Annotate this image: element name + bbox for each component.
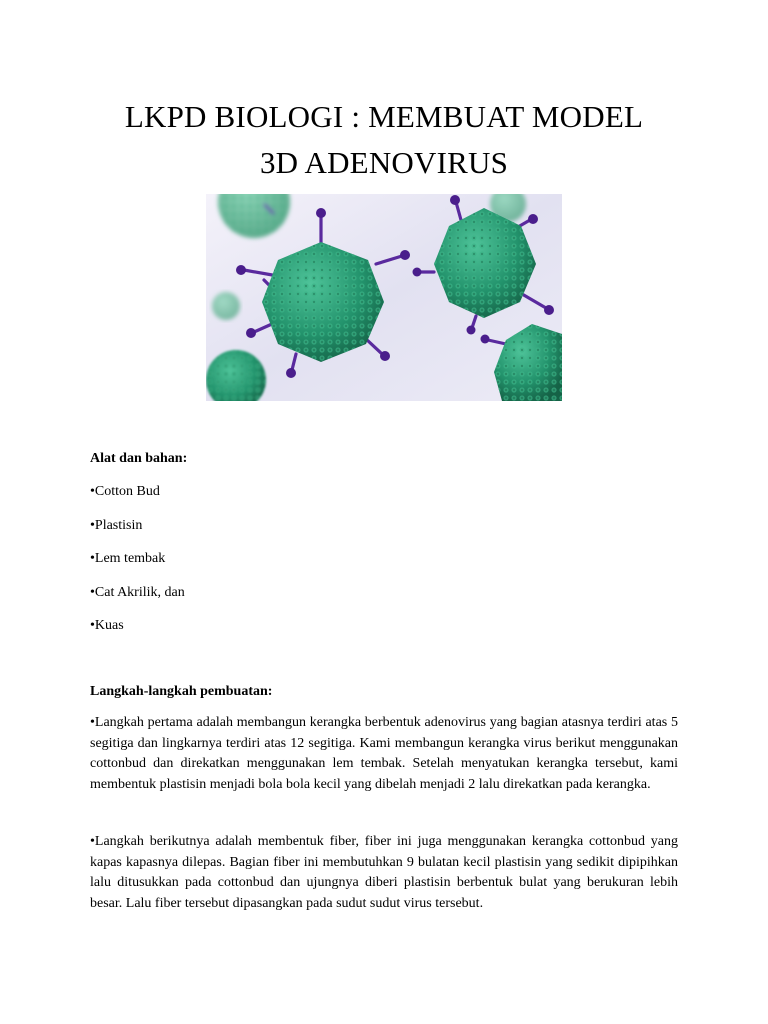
adenovirus-illustration [206, 194, 562, 401]
document-title-line-1: LKPD BIOLOGI : MEMBUAT MODEL [124, 99, 644, 134]
materials-list [90, 484, 185, 652]
materials-item: •Plastisin [90, 517, 143, 533]
document-title-line-2: 3D ADENOVIRUS [259, 145, 509, 180]
materials-item: •Cotton Bud [90, 484, 160, 499]
step-paragraph-1: •Langkah pertama adalah membangun kerangka berbentuk adenovirus yang bagian atasnya terdiri atas 5 segitiga dan lingkarnya terdiri atas 12 segitiga. Kami membangun kerangka virus berikut menggunakan cottonbud dan direkatkan menggunakan lem tembak. Setelah menyatukan kerangka tersebut, kami membentuk plastisin menjadi bola bola kecil yang dibelah menjadi 2 lalu direkatkan pada kerangka. [90, 715, 678, 792]
materials-item: •Cat Akrilik, dan [90, 584, 185, 600]
step-paragraph-2: •Langkah berikutnya adalah membentuk fiber, fiber ini juga menggunakan kerangka cottonbud yang kapas kapasnya dilepas. Bagian fiber ini membutuhkan 9 bulatan kecil plastisin yang sedikit dipipihkan lalu ditusukkan pada cottonbud dan ujungnya diberi plastisin berbentuk bulat yang berukuran lebih besar. Lalu fiber tersebut dipasangkan pada sudut sudut virus tersebut. [90, 834, 678, 911]
materials-heading: Alat dan bahan: [90, 451, 188, 466]
steps-heading: Langkah-langkah pembuatan: [90, 684, 273, 699]
materials-item: •Lem tembak [90, 551, 166, 566]
document-title [0, 94, 768, 186]
background-virus-left [212, 292, 240, 320]
materials-item: •Kuas [90, 618, 124, 633]
